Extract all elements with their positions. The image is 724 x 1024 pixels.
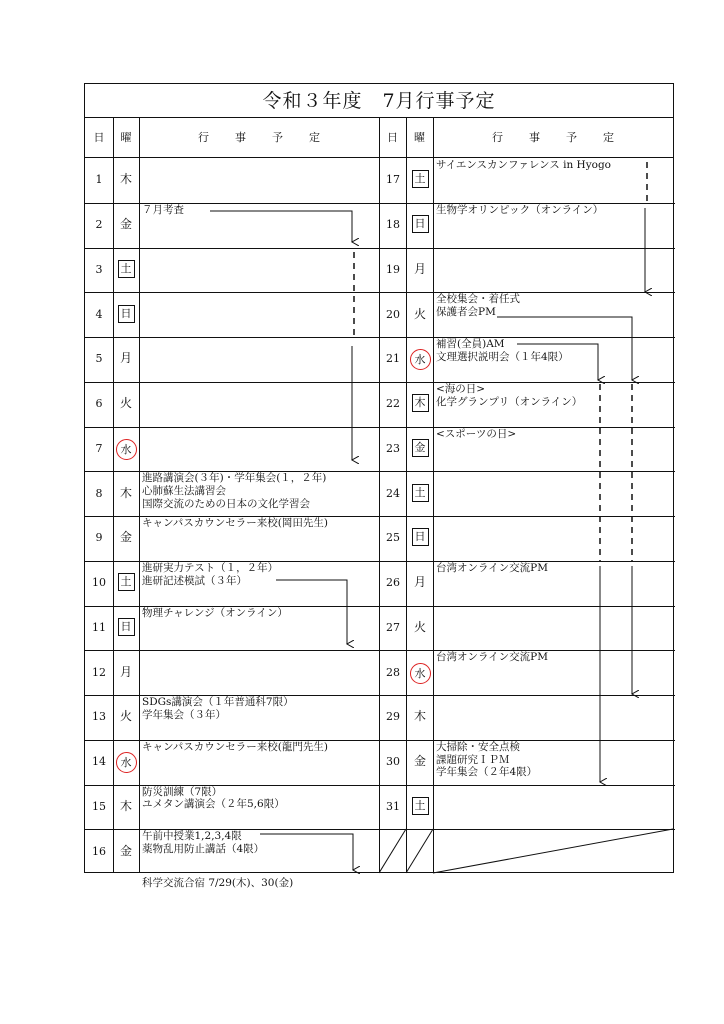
weekday-box: 土 [118,573,135,591]
event-text: 生物学オリンピック（オンライン） [436,203,604,216]
event-text: キャンパスカウンセラー来校(岡田先生) [142,517,328,529]
event-text: 午前中授業1,2,3,4限 [142,830,242,843]
day-number: 17 [386,173,400,187]
day-number: 4 [95,307,103,321]
event-text: 進路講演会(３年)・学年集会(１，２年) [142,472,327,485]
weekday-cell: 月 [413,261,426,276]
day-number: 30 [386,755,400,769]
arrow-day16 [260,834,353,870]
event-text: 進研記述模試（３年） [142,574,247,587]
event-text: 防災訓練（7限） [142,785,223,798]
day-number: 24 [386,486,400,500]
weekday-box: 土 [412,484,429,502]
header-day: 日 [85,118,113,158]
event-text: SDGs講演会（１年普通科7限） [142,696,294,708]
weekday-circle: 水 [116,439,137,460]
weekday-box: 日 [412,528,429,546]
event-text: サイエンスカンファレンス in Hyogo [436,159,611,171]
event-text: 薬物乱用防止講話（4限） [142,843,265,856]
arrow-day10 [276,580,347,644]
weekday-cell: 月 [119,351,132,366]
day-number: 10 [92,576,106,590]
header-events-right: 行事予定 [433,118,673,158]
weekday-cell: 月 [119,664,132,679]
day-number: 11 [92,620,106,634]
weekday-cell: 金 [119,530,132,545]
day-number: 18 [386,218,400,232]
weekday-box: 金 [412,439,429,457]
weekday-box: 土 [412,797,429,815]
day-number: 23 [386,441,400,455]
event-text: 補習(全員)AM [436,338,505,350]
day-number: 12 [92,665,106,679]
arrow-exam-period [210,211,352,242]
day-number: 14 [92,755,106,769]
day-number: 3 [95,262,103,276]
day-number: 27 [386,620,400,634]
weekday-cell: 火 [119,709,132,724]
header-weekday-right: 曜 [406,118,433,158]
page-title: 令和３年度 7月行事予定 [85,84,673,118]
event-text: 国際交流のための日本の文化学習会 [142,497,310,510]
day-number: 13 [92,710,106,724]
day-number: 6 [95,397,103,411]
day-number: 28 [386,665,400,679]
footer-note: 科学交流合宿 7/29(木)、30(金) [142,877,294,889]
weekday-cell: 金 [413,754,426,769]
event-text: 物理チャレンジ（オンライン） [142,606,288,619]
event-text: 課題研究ＩＰＭ [436,753,510,766]
event-text: ユメタン講演会（２年5,6限） [142,798,285,811]
day-number: 22 [386,397,400,411]
day-number: 20 [386,307,400,321]
weekday-cell: 月 [413,575,426,590]
day-number: 5 [95,352,103,366]
weekday-cell: 金 [119,217,132,232]
day-number: 25 [386,531,400,545]
blank-cell-slash [433,829,673,873]
day-number: 29 [386,710,400,724]
event-text: <スポーツの日> [436,427,517,440]
arrow-supplementary [517,344,598,380]
event-text: <海の日> [436,382,486,395]
weekday-box: 日 [118,618,135,636]
weekday-cell: 金 [119,843,132,858]
weekday-box: 木 [412,394,429,412]
day-number: 7 [95,441,103,455]
day-number: 26 [386,576,400,590]
day-number: 9 [95,531,103,545]
day-number: 15 [92,799,106,813]
event-text: 進研実力テスト（１，２年） [142,561,279,574]
weekday-circle: 水 [410,349,431,370]
blank-cell-slash [406,829,433,873]
weekday-cell: 火 [413,306,426,321]
event-text: 保護者会PM [436,306,496,319]
weekday-cell: 木 [119,172,132,187]
event-text: 文理選択説明会（１年4限） [436,350,569,363]
day-number: 1 [95,173,103,187]
weekday-cell: 木 [119,485,132,500]
event-text: 大掃除・安全点検 [436,740,520,753]
day-number: 19 [386,262,400,276]
event-text: 心肺蘇生法講習会 [142,485,226,498]
weekday-cell: 火 [413,619,426,634]
day-number: 16 [92,844,106,858]
weekday-circle: 水 [116,752,137,773]
weekday-circle: 水 [410,663,431,684]
weekday-box: 土 [412,170,429,188]
day-number: 2 [95,218,103,232]
day-number: 31 [386,799,400,813]
weekday-box: 土 [118,260,135,278]
blank-cell-slash [379,829,406,873]
event-text: 学年集会（３年） [142,708,226,721]
event-text: ７月考査 [142,203,184,216]
day-number: 21 [386,352,400,366]
header-weekday: 曜 [113,118,139,158]
weekday-cell: 木 [413,709,426,724]
event-text: キャンパスカウンセラー来校(龍門先生) [142,740,328,753]
day-number: 8 [95,486,103,500]
weekday-box: 日 [412,215,429,233]
event-text: 学年集会（２年4限） [436,766,538,779]
event-text: 化学グランプリ（オンライン） [436,395,583,408]
arrow-parents [497,317,632,380]
weekday-cell: 火 [119,396,132,411]
weekday-box: 日 [118,305,135,323]
event-text: 全校集会・着任式 [436,293,520,306]
weekday-cell: 木 [119,798,132,813]
event-text: 台湾オンライン交流PM [436,561,549,574]
event-text: 台湾オンライン交流PM [436,651,549,664]
header-day-right: 日 [379,118,406,158]
header-events: 行事予定 [139,118,379,158]
